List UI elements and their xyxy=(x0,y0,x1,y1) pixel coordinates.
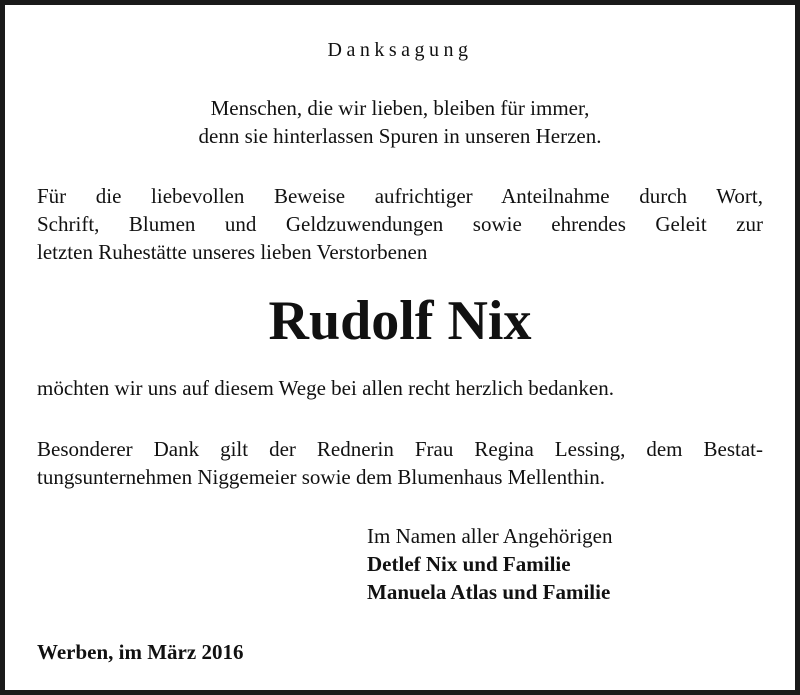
intro-line: Für die liebevollen Beweise aufrichtiger Anteilnahme durch Wort, xyxy=(37,184,763,208)
special-thanks-line: Besonderer Dank gilt der Rednerin Frau Regina Lessing, dem Bestat- xyxy=(37,437,763,461)
signature-name: Manuela Atlas und Familie xyxy=(367,580,611,604)
special-thanks-line: tungsunternehmen Niggemeier sowie dem Blumenhaus Mellenthin. xyxy=(37,465,606,489)
poem-line: denn sie hinterlassen Spuren in unseren Herzen. xyxy=(198,124,602,148)
signature-name: Detlef Nix und Familie xyxy=(367,552,571,576)
poem-line: Menschen, die wir lieben, bleiben für immer, xyxy=(210,96,590,120)
thanks-line: möchten wir uns auf diesem Wege bei allen recht herzlich bedanken. xyxy=(37,376,614,400)
place-date: Werben, im März 2016 xyxy=(37,640,244,664)
intro-line: letzten Ruhestätte unseres lieben Verstorbenen xyxy=(37,240,428,264)
notice-heading: Danksagung xyxy=(327,39,473,61)
signature-preface: Im Namen aller Angehörigen xyxy=(367,524,613,548)
deceased-name: Rudolf Nix xyxy=(268,290,532,352)
intro-line: Schrift, Blumen und Geldzuwendungen sowie ehrendes Geleit zur xyxy=(37,212,763,236)
